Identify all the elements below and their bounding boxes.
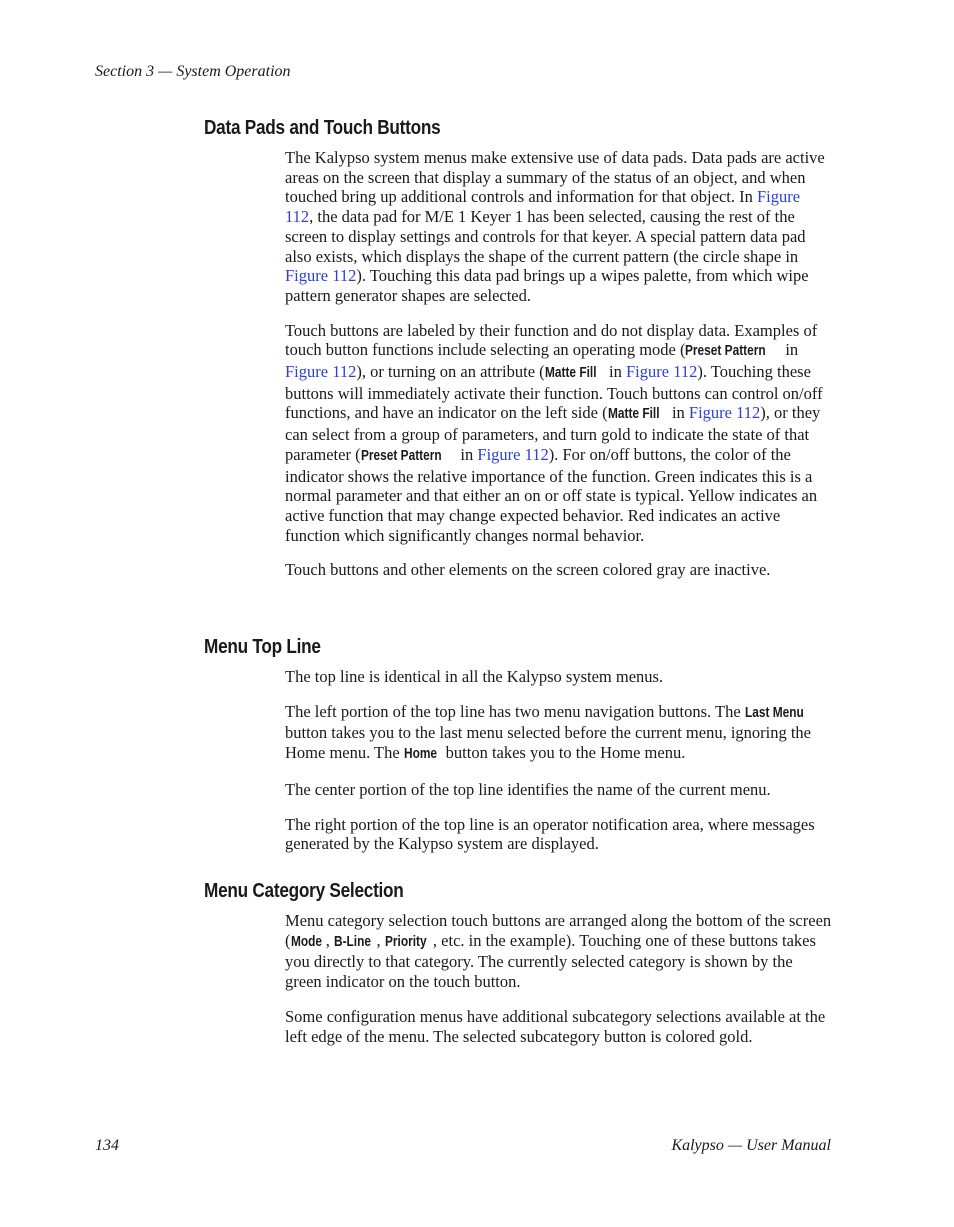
paragraph: The center portion of the top line identifies the name of the current menu. bbox=[285, 779, 771, 799]
figure-link[interactable]: Figure 112 bbox=[285, 266, 357, 286]
ui-label-preset-pattern: Preset Pattern bbox=[360, 447, 442, 464]
heading-menu-category-selection: Menu Category Selection bbox=[204, 880, 404, 902]
paragraph: Some configuration menus have additional subcategory selections available at the left edge of the menu. The selected subcategory button is colored gold. bbox=[285, 1006, 826, 1046]
page-number: 134 bbox=[95, 1137, 119, 1154]
paragraph: Touch buttons and other elements on the screen colored gray are inactive. bbox=[285, 560, 771, 580]
paragraph: The Kalypso system menus make extensive use of data pads. Data pads are active areas on the screen that display a summary of the status of an object, and when touched bring up additional controls and information for that object. In Figure 112, the data pad for M/E 1 Keyer 1 has been selected, causing the rest of the screen to display settings and controls for that keyer. A special pattern data pad also exists, which displays the shape of the current pattern (the circle shape in Figure 112). Touching this data pad brings up a wipes palette, from which wipe pattern generator shapes are selected. bbox=[285, 148, 825, 305]
running-head: Section 3 — System Operation bbox=[95, 63, 291, 80]
figure-link[interactable]: Figure 112 bbox=[688, 403, 761, 423]
ui-label-preset-pattern: Preset Pattern bbox=[685, 343, 767, 360]
ui-label-matte-fill: Matte Fill bbox=[607, 406, 660, 423]
heading-data-pads: Data Pads and Touch Buttons bbox=[204, 117, 441, 139]
figure-link[interactable]: Figure 112 bbox=[477, 444, 549, 464]
heading-menu-top-line: Menu Top Line bbox=[204, 636, 321, 658]
manual-title: Kalypso — User Manual bbox=[671, 1137, 831, 1154]
figure-link[interactable]: Figure 112 bbox=[285, 187, 801, 227]
ui-label-last-menu: Last Menu bbox=[744, 704, 804, 721]
figure-link[interactable]: Figure 112 bbox=[285, 362, 357, 382]
ui-label-priority: Priority bbox=[384, 933, 427, 950]
section-menu-top-line bbox=[285, 667, 832, 869]
ui-label-mode: Mode bbox=[290, 933, 322, 950]
section-data-pads bbox=[285, 148, 832, 595]
paragraph: The right portion of the top line is an operator notification area, where messages generated by the Kalypso system are displayed. bbox=[285, 814, 815, 854]
ui-label-b-line: B-Line bbox=[334, 933, 371, 950]
section-menu-category-selection bbox=[285, 911, 832, 1061]
paragraph: The left portion of the top line has two menu navigation buttons. The Last Menu button takes you to the last menu selected before the current menu, ignoring the Home menu. The Home button takes you to the Home menu. bbox=[285, 702, 832, 765]
ui-label-matte-fill: Matte Fill bbox=[544, 365, 597, 382]
paragraph: Touch buttons are labeled by their function and do not display data. Examples of touch button functions include selecting an operating mode (Preset Pattern in Figure 112), or turning on an attribute (Matte Fill in Figure 112). Touching these buttons will immediately activate their function. Touch buttons can control on/off functions, and have an indicator on the left side (Matte Fill in Figure 112), or they can select from a group of parameters, and turn gold to indicate the state of that parameter (Preset Pattern in Figure 112). For on/off buttons, the color of the indicator shows the relative importance of the function. Green indicates this is a normal parameter and that either an on or off state is typical. Yellow indicates an active function that may change expected behavior. Red indicates an active function which significantly changes normal behavior. bbox=[285, 320, 823, 545]
ui-label-home: Home bbox=[403, 746, 437, 763]
paragraph: The top line is identical in all the Kalypso system menus. bbox=[285, 667, 664, 686]
paragraph: Menu category selection touch buttons are arranged along the bottom of the screen (Mode , B-Line , Priority , etc. in the example). Touching one of these buttons takes you directly to that category. The currently selected category is shown by the green indicator on the touch button. bbox=[285, 911, 832, 992]
figure-link[interactable]: Figure 112 bbox=[626, 362, 698, 382]
